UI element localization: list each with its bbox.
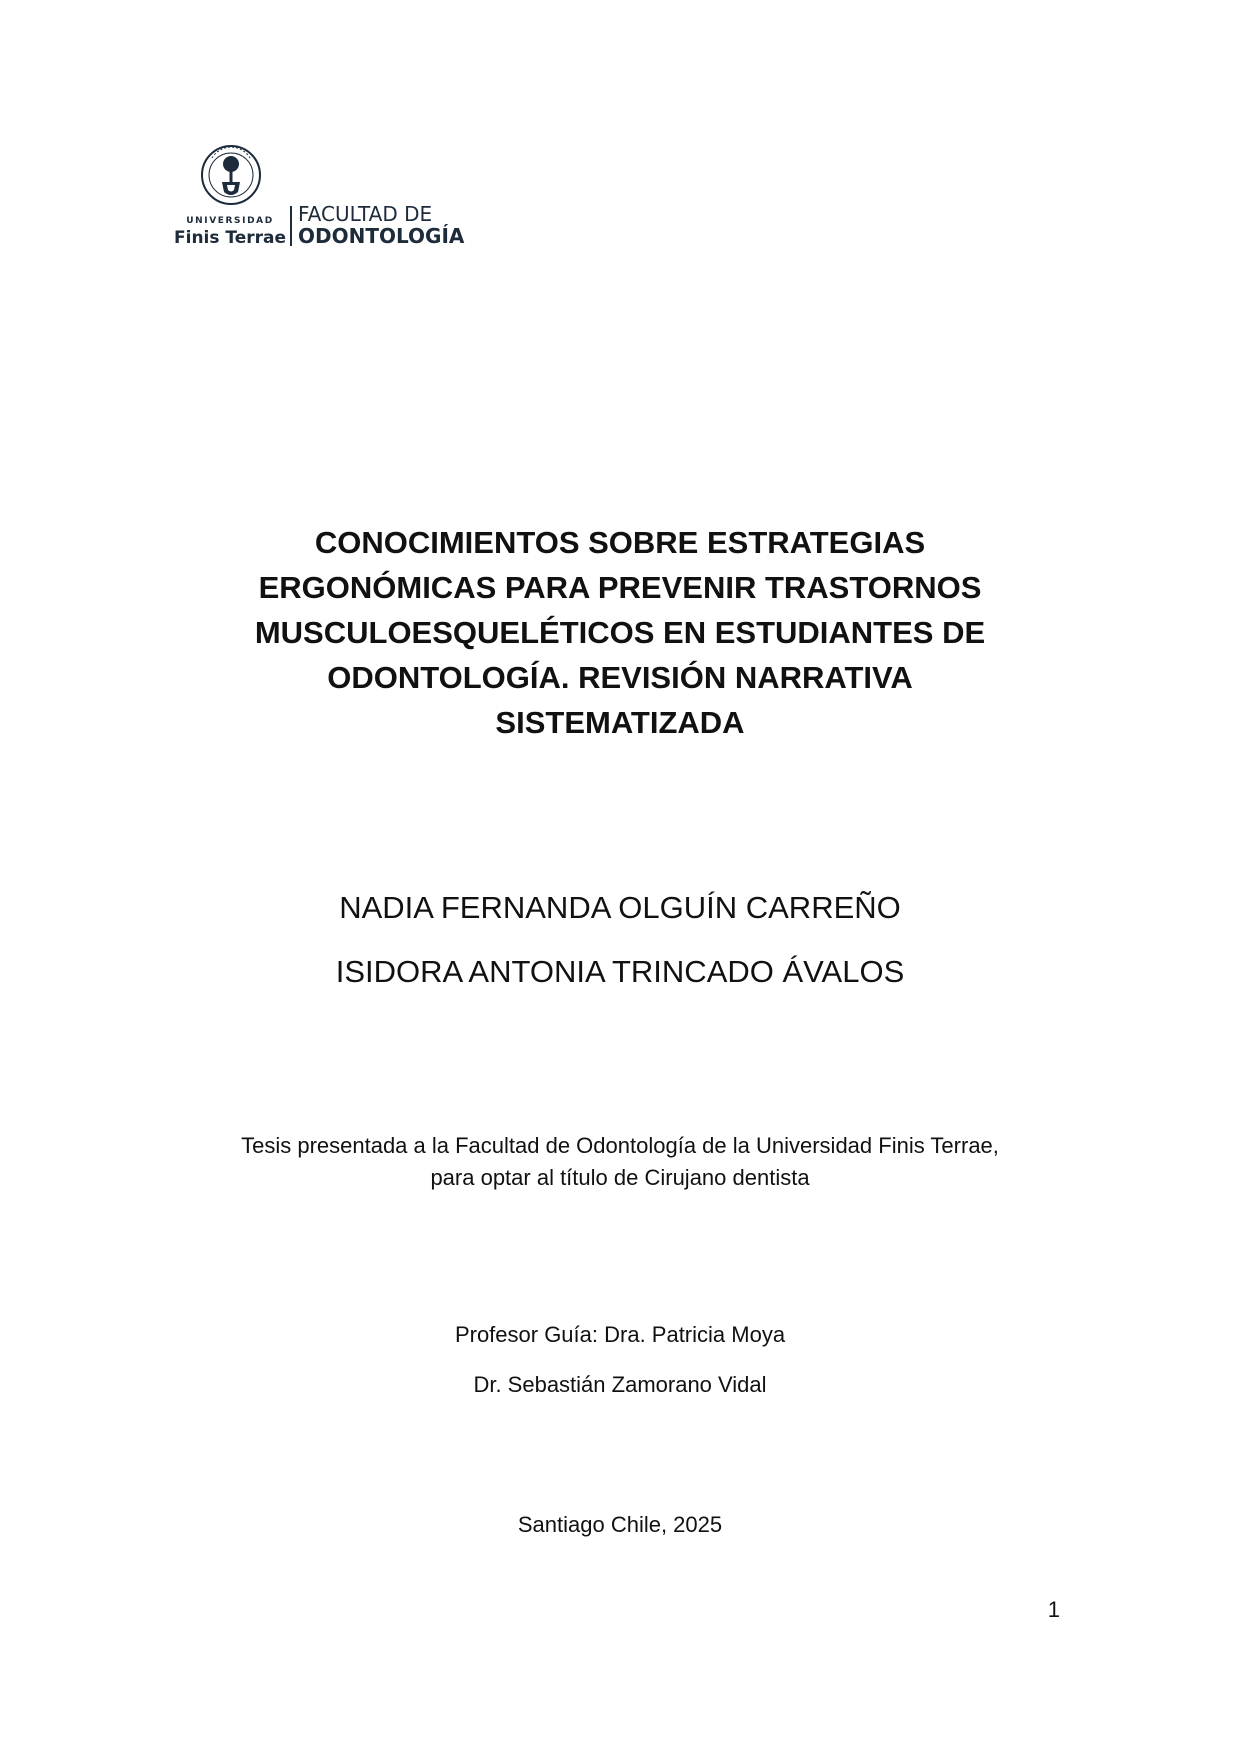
authors (180, 876, 1060, 1004)
thesis-title (180, 520, 1060, 745)
university-name: Finis Terrae (174, 228, 287, 248)
advisor-line: Profesor Guía: Dra. Patricia Moya (454, 1322, 786, 1347)
place-and-date: Santiago Chile, 2025 (517, 1512, 723, 1537)
page-number: 1 (1047, 1597, 1060, 1622)
advisors (180, 1310, 1060, 1410)
faculty-name-line-1: FACULTAD DE (298, 202, 433, 226)
university-label: UNIVERSIDAD (186, 216, 274, 226)
university-seal-icon (200, 144, 262, 214)
statement-line: para optar al título de Cirujano dentista (430, 1165, 810, 1190)
faculty-name-line-2: ODONTOLOGÍA (298, 224, 465, 248)
thesis-statement (130, 1130, 1110, 1194)
logo-divider (290, 206, 292, 246)
author-name: ISIDORA ANTONIA TRINCADO ÁVALOS (335, 954, 905, 989)
title-line: SISTEMATIZADA (495, 705, 745, 740)
title-line: MUSCULOESQUELÉTICOS EN ESTUDIANTES DE (254, 615, 986, 650)
title-line: CONOCIMIENTOS SOBRE ESTRATEGIAS (314, 525, 926, 560)
title-line: ERGONÓMICAS PARA PREVENIR TRASTORNOS (258, 570, 982, 605)
title-line: ODONTOLOGÍA. REVISIÓN NARRATIVA (327, 660, 913, 695)
statement-line: Tesis presentada a la Facultad de Odontología de la Universidad Finis Terrae, (241, 1133, 999, 1158)
university-logo (174, 144, 474, 254)
advisor-line: Dr. Sebastián Zamorano Vidal (473, 1372, 767, 1397)
author-name: NADIA FERNANDA OLGUÍN CARREÑO (339, 890, 901, 925)
